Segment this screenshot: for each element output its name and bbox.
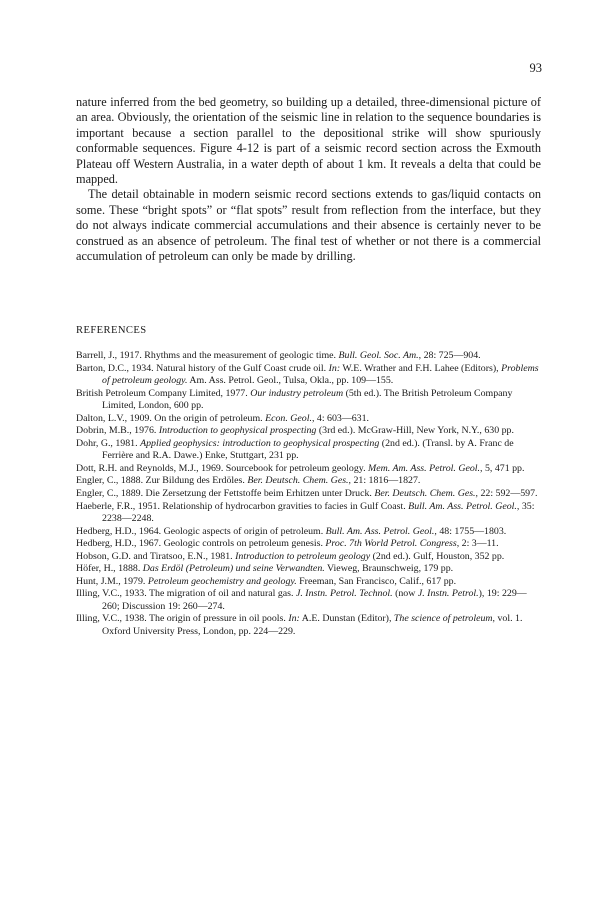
reference-item [76,501,541,526]
reference-italic: Applied geophysics: introduction to geophysical prospecting [140,437,380,449]
reference-item [76,551,541,564]
reference-italic: In: [328,362,341,374]
reference-item [76,475,541,488]
reference-italic: Ber. Deutsch. Chem. Ges. [247,475,349,487]
reference-italic: Ber. Deutsch. Chem. Ges. [374,488,476,500]
reference-text: , 2: 3—11. [456,538,499,550]
reference-text: ), 19: 229—260; Discussion 19: 260—274. [102,588,527,612]
reference-italic: Our industry petroleum [250,387,344,399]
body-text [76,95,541,264]
references-heading: REFERENCES [76,325,147,336]
reference-italic: Introduction to geophysical prospecting [158,425,317,437]
reference-italic: Mem. Am. Ass. Petrol. Geol. [368,462,481,474]
reference-text: Engler, C., 1888. Zur Bildung des Erdöles. [76,475,248,487]
reference-item [76,350,541,363]
reference-italic: Bull. Am. Ass. Petrol. Geol. [325,525,435,537]
reference-item [76,363,541,388]
reference-italic: Econ. Geol. [265,412,312,424]
reference-text: Illing, V.C., 1938. The origin of pressure in oil pools. [76,613,289,625]
reference-text: Dobrin, M.B., 1976. [76,425,159,437]
reference-text: Hobson, G.D. and Tiratsoo, E.N., 1981. [76,550,236,562]
reference-text: British Petroleum Company Limited, 1977. [76,387,251,399]
reference-text: Engler, C., 1889. Die Zersetzung der Fettstoffe beim Erhitzen unter Druck. [76,488,375,500]
reference-italic: Problems of petroleum geology. [102,362,539,387]
reference-text: , 5, 471 pp. [480,462,525,474]
reference-italic: Bull. Am. Ass. Petrol. Geol. [408,500,517,512]
reference-text: Freeman, San Francisco, Calif., 617 pp. [296,575,457,587]
reference-item [76,576,541,589]
reference-text: , 21: 1816—1827. [348,475,421,487]
reference-item [76,413,541,426]
reference-text: Hunt, J.M., 1979. [76,575,148,587]
body-paragraph: nature inferred from the bed geometry, so building up a detailed, three-dimensional picture of an area. Obviously, the orientation of the seismic line in relation to the sequence boundaries is important because a section parallel to the depositional strike will show spuriously conformable sequences. Figure 4-12 is part of a seismic record section across the Exmouth Plateau off Western Australia, in a water depth of about 1 km. It reveals a delta that could be mapped. [76,95,541,187]
reference-text: Hedberg, H.D., 1964. Geologic aspects of origin of petroleum. [76,525,326,537]
reference-text: (now [392,588,418,600]
reference-text: , vol. 1. Oxford University Press, London, pp. 224—229. [102,613,523,638]
reference-text: (3rd ed.). McGraw-Hill, New York, N.Y., 630 pp. [316,425,514,437]
reference-italic: J. Instn. Petrol. [417,588,479,600]
reference-text: W.E. Wrather and F.H. Lahee (Editors), [340,362,502,374]
reference-italic: Proc. 7th World Petrol. Congress [325,538,457,550]
reference-item [76,388,541,413]
reference-italic: The science of petroleum [393,613,493,625]
reference-text: Am. Ass. Petrol. Geol., Tulsa, Okla., pp. 109—155. [187,375,394,387]
reference-item [76,463,541,476]
reference-text: Dalton, L.V., 1909. On the origin of petroleum. [76,412,266,424]
references-list [76,350,541,639]
reference-text: Illing, V.C., 1933. The migration of oil and natural gas. [76,588,296,600]
reference-text: Haeberle, F.R., 1951. Relationship of hydrocarbon gravities to facies in Gulf Coast. [76,500,409,512]
reference-text: (2nd ed.). (Transl. by A. Franc de Ferrière and R.A. Dawe.) Enke, Stuttgart, 231 pp. [102,437,514,462]
reference-text: , 22: 592—597. [475,488,538,500]
reference-text: Barton, D.C., 1934. Natural history of the Gulf Coast crude oil. [76,362,329,374]
reference-text: Hedberg, H.D., 1967. Geologic controls on petroleum genesis. [76,538,326,550]
reference-text: Dott, R.H. and Reynolds, M.J., 1969. Sourcebook for petroleum geology. [76,462,369,474]
reference-text: Barrell, J., 1917. Rhythms and the measurement of geologic time. [76,350,339,361]
reference-item [76,438,541,463]
reference-item [76,488,541,501]
reference-text: , 48: 1755—1803. [434,525,507,537]
reference-italic: Das Erdöl (Petroleum) und seine Verwandten. [142,563,325,575]
reference-italic: Petroleum geochemistry and geology. [147,575,297,587]
reference-text: Dohr, G., 1981. [76,437,141,449]
page-number: 93 [529,61,542,75]
reference-italic: J. Instn. Petrol. Technol. [295,588,393,600]
reference-italic: Bull. Geol. Soc. Am. [338,350,419,361]
reference-italic: Introduction to petroleum geology [235,550,371,562]
reference-text: A.E. Dunstan (Editor), [299,613,394,625]
reference-text: (2nd ed.). Gulf, Houston, 352 pp. [370,550,505,562]
reference-text: , 4: 603—631. [311,412,370,424]
reference-item [76,588,541,613]
reference-item [76,526,541,539]
reference-item [76,425,541,438]
reference-italic: In: [288,613,300,625]
reference-item [76,613,541,638]
reference-text: , 35: 2238—2248. [102,500,535,525]
reference-text: (5th ed.). The British Petroleum Company Limited, London, 600 pp. [102,387,513,412]
reference-item [76,563,541,576]
reference-text: Höfer, H., 1888. [76,563,143,575]
reference-item [76,538,541,551]
reference-text: Vieweg, Braunschweig, 179 pp. [324,563,454,575]
body-paragraph: The detail obtainable in modern seismic record sections extends to gas/liquid contacts on some. These “bright spots” or “flat spots” result from reflection from the interface, but they do not always indicate commercial accumulations and their absence is certainly never to be construed as an absence of petroleum. The final test of whether or not there is a commercial accumulation of petroleum can only be made by drilling. [76,187,541,264]
reference-text: , 28: 725—904. [418,350,481,361]
